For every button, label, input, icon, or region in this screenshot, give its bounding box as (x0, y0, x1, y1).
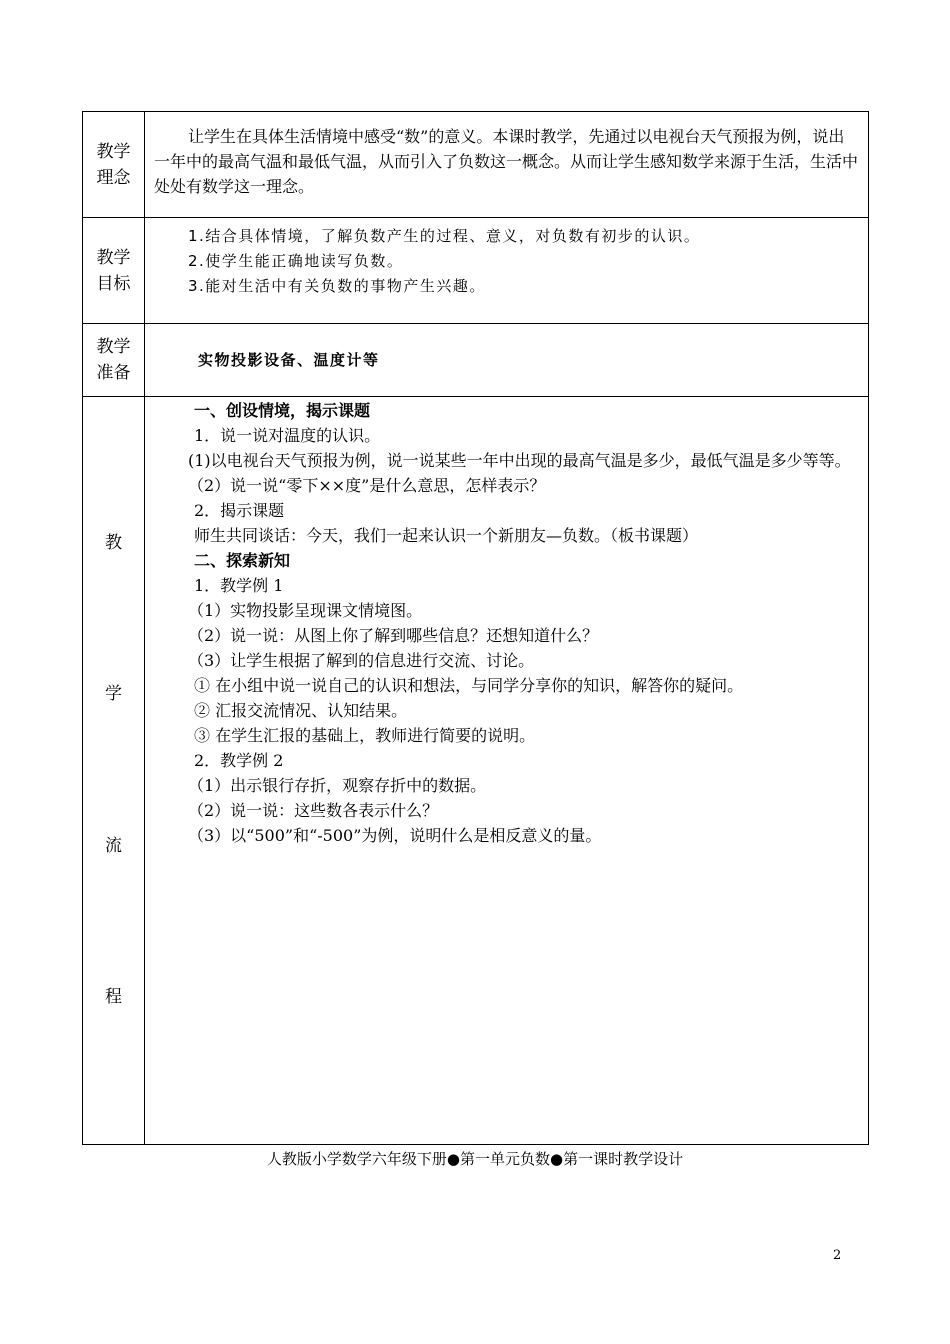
label-process-char-3: 流 (105, 835, 122, 856)
label-process-char-4: 程 (105, 986, 122, 1007)
goal-item-1: 1.结合具体情境，了解负数产生的过程、意义，对负数有初步的认识。 (188, 227, 701, 245)
content-preparation (145, 324, 869, 397)
section-2-title: 二、探索新知 (194, 551, 291, 570)
label-philosophy-line2: 理念 (96, 167, 131, 188)
label-goals-line2: 目标 (96, 273, 131, 294)
process-line-11: ② 汇报交流情况、认知结果。 (194, 701, 408, 720)
process-line-14: （1）出示银行存折，观察存折中的数据。 (188, 776, 487, 795)
process-line-12: ③ 在学生汇报的基础上，教师进行简要的说明。 (194, 726, 536, 745)
page-footer: 人教版小学数学六年级下册●第一单元负数●第一课时教学设计 (266, 1150, 684, 1168)
process-line-6: 1．教学例 1 (194, 576, 284, 595)
process-line-2: (1)以电视台天气预报为例，说一说某些一年中出现的最高气温是多少，最低气温是多少等等。 (188, 451, 851, 470)
goal-item-2: 2.使学生能正确地读写负数。 (188, 252, 404, 270)
content-goals (145, 218, 869, 324)
label-philosophy (83, 112, 145, 218)
label-preparation-line1: 教学 (96, 337, 131, 357)
process-line-15: （2）说一说：这些数各表示什么？ (188, 801, 439, 820)
label-process-char-1: 教 (105, 533, 122, 553)
philosophy-text: 让学生在具体生活情境中感受“数”的意义。本课时教学，先通过以电视台天气预报为例，说出一年中的最高气温和最低气温，从而引入了负数这一概念。从而让学生感知数学来源于生活，生活中处处有数学这一理念。 (154, 127, 859, 196)
process-line-1: 1．说一说对温度的认识。 (194, 426, 381, 445)
process-line-3: （2）说一说“零下××度”是什么意思，怎样表示？ (188, 476, 546, 495)
label-preparation-line2: 准备 (96, 363, 131, 383)
page-number: 2 (833, 1248, 842, 1263)
process-line-10: ① 在小组中说一说自己的认识和想法，与同学分享你的知识，解答你的疑问。 (194, 676, 744, 695)
label-goals (83, 218, 145, 324)
label-preparation (83, 324, 145, 397)
lesson-plan-table (82, 111, 869, 1145)
process-line-7: （1）实物投影呈现课文情境图。 (188, 601, 423, 620)
content-philosophy (145, 112, 869, 218)
row-goals (83, 218, 869, 324)
process-line-4: 2．揭示课题 (194, 501, 285, 520)
process-line-5: 师生共同谈话：今天，我们一起来认识一个新朋友—负数。（板书课题） (194, 526, 699, 545)
content-process (145, 397, 869, 1145)
section-1-title: 一、创设情境，揭示课题 (194, 401, 371, 420)
label-process-vertical (83, 530, 144, 1010)
row-process (83, 397, 869, 1145)
row-philosophy (83, 112, 869, 218)
goal-item-3: 3.能对生活中有关负数的事物产生兴趣。 (188, 277, 486, 295)
preparation-text: 实物投影设备、温度计等 (198, 350, 380, 369)
process-line-9: （3）让学生根据了解到的信息进行交流、讨论。 (188, 651, 535, 670)
process-line-13: 2．教学例 2 (194, 751, 284, 770)
label-philosophy-line1: 教学 (96, 141, 131, 162)
label-goals-line1: 教学 (96, 247, 131, 268)
label-process-char-2: 学 (105, 684, 122, 705)
process-line-16: （3）以“500”和“-500”为例，说明什么是相反意义的量。 (188, 826, 602, 845)
row-preparation (83, 324, 869, 397)
process-line-8: （2）说一说：从图上你了解到哪些信息？还想知道什么？ (188, 626, 599, 645)
label-process (83, 397, 145, 1145)
